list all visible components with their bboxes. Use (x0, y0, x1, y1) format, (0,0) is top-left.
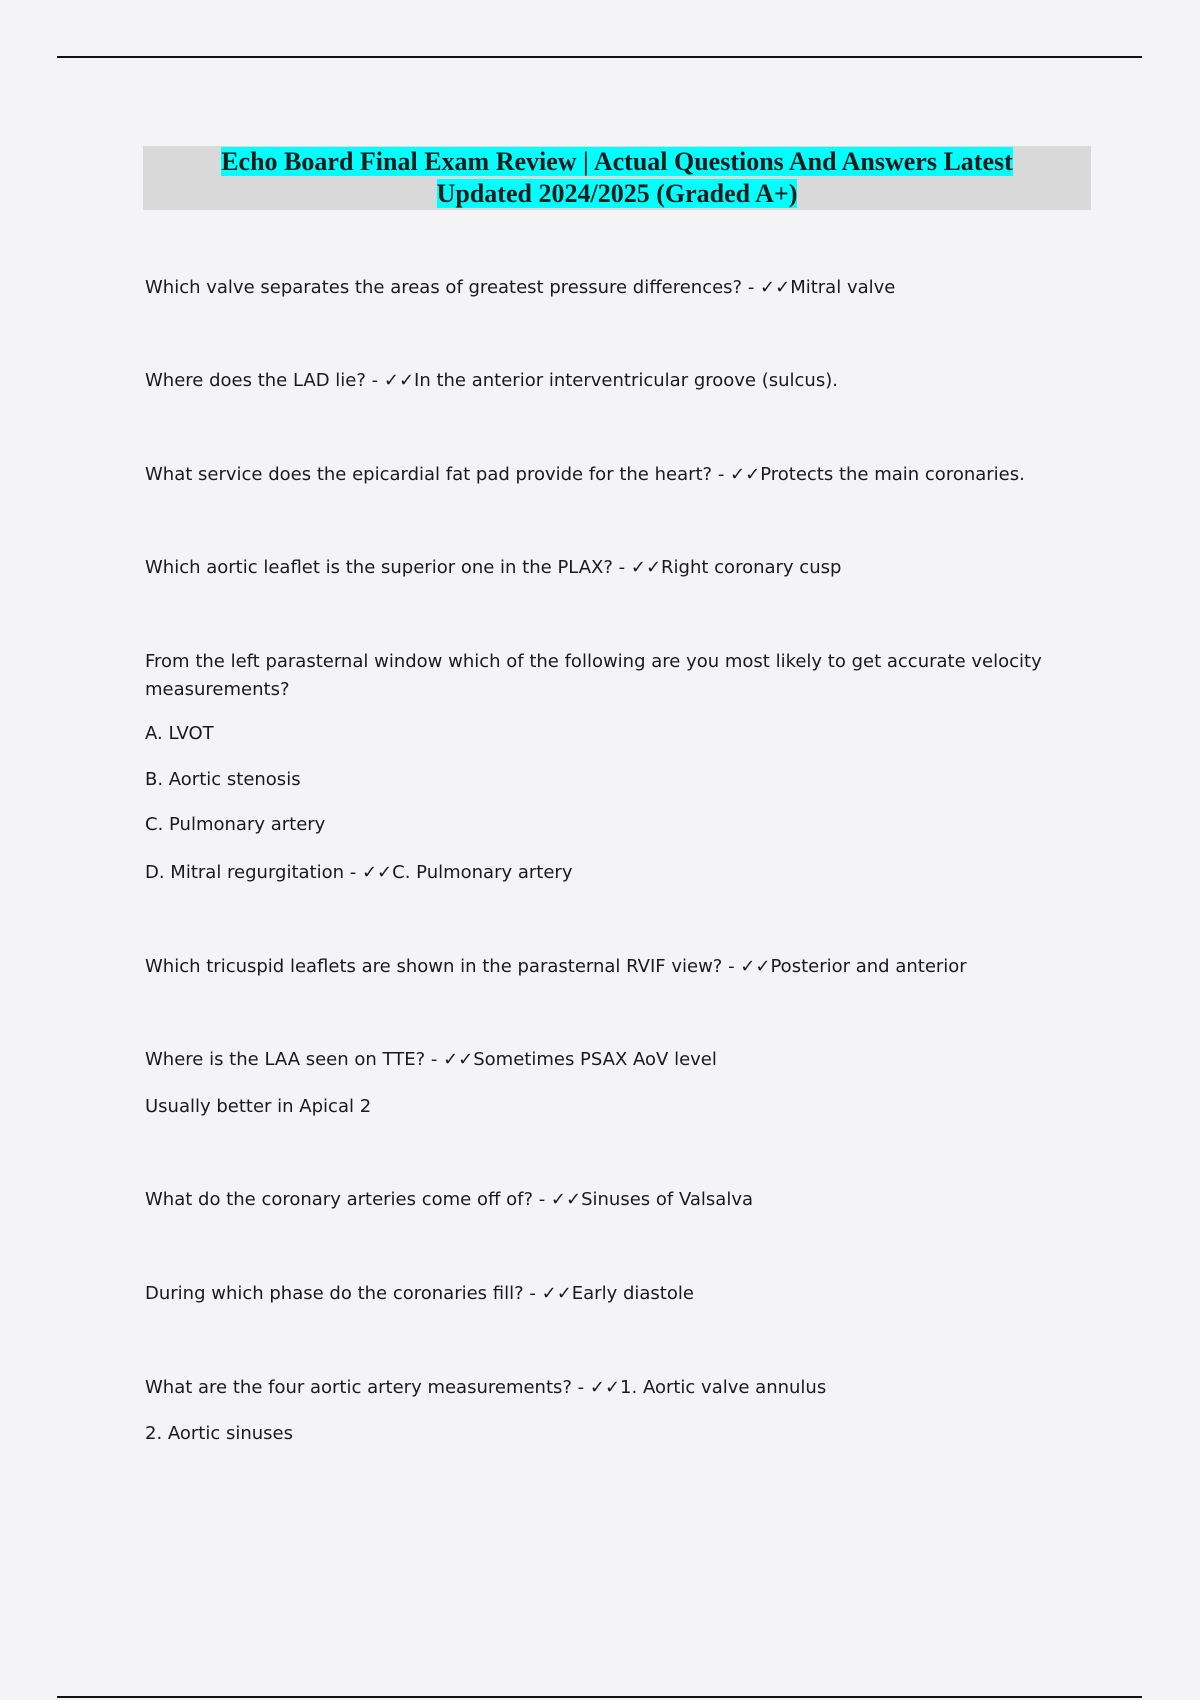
qa-line: Where is the LAA seen on TTE? - ✓✓Sometimes PSAX AoV level (145, 1049, 717, 1070)
qa-line: What do the coronary arteries come off of? - ✓✓Sinuses of Valsalva (145, 1189, 754, 1210)
qa-line: From the left parasternal window which of the following are you most likely to get accurate velocity measurements? (145, 651, 1042, 700)
title-line-1: Echo Board Final Exam Review | Actual Questions And Answers Latest (221, 147, 1013, 176)
qa-line: What are the four aortic artery measurements? - ✓✓1. Aortic valve annulus (145, 1377, 827, 1398)
title-line-2: Updated 2024/2025 (Graded A+) (436, 179, 798, 208)
qa-line: During which phase do the coronaries fill? - ✓✓Early diastole (145, 1283, 694, 1304)
qa-line: Which aortic leaflet is the superior one in the PLAX? - ✓✓Right coronary cusp (145, 557, 842, 578)
qa-line: Where does the LAD lie? - ✓✓In the anterior interventricular groove (sulcus). (145, 370, 838, 391)
document-title (143, 146, 1091, 210)
top-rule (57, 56, 1142, 58)
answer-option: A. LVOT (145, 723, 214, 744)
answer-option: C. Pulmonary artery (145, 814, 326, 835)
qa-line: What service does the epicardial fat pad provide for the heart? - ✓✓Protects the main coronaries. (145, 464, 1025, 485)
qa-line: Usually better in Apical 2 (145, 1096, 372, 1117)
qa-line: Which tricuspid leaflets are shown in the parasternal RVIF view? - ✓✓Posterior and anterior (145, 956, 967, 977)
answer-option: D. Mitral regurgitation - ✓✓C. Pulmonary artery (145, 862, 573, 883)
qa-line: Which valve separates the areas of greatest pressure differences? - ✓✓Mitral valve (145, 277, 896, 298)
qa-line: 2. Aortic sinuses (145, 1423, 294, 1444)
bottom-rule (57, 1696, 1142, 1698)
answer-option: B. Aortic stenosis (145, 769, 301, 790)
